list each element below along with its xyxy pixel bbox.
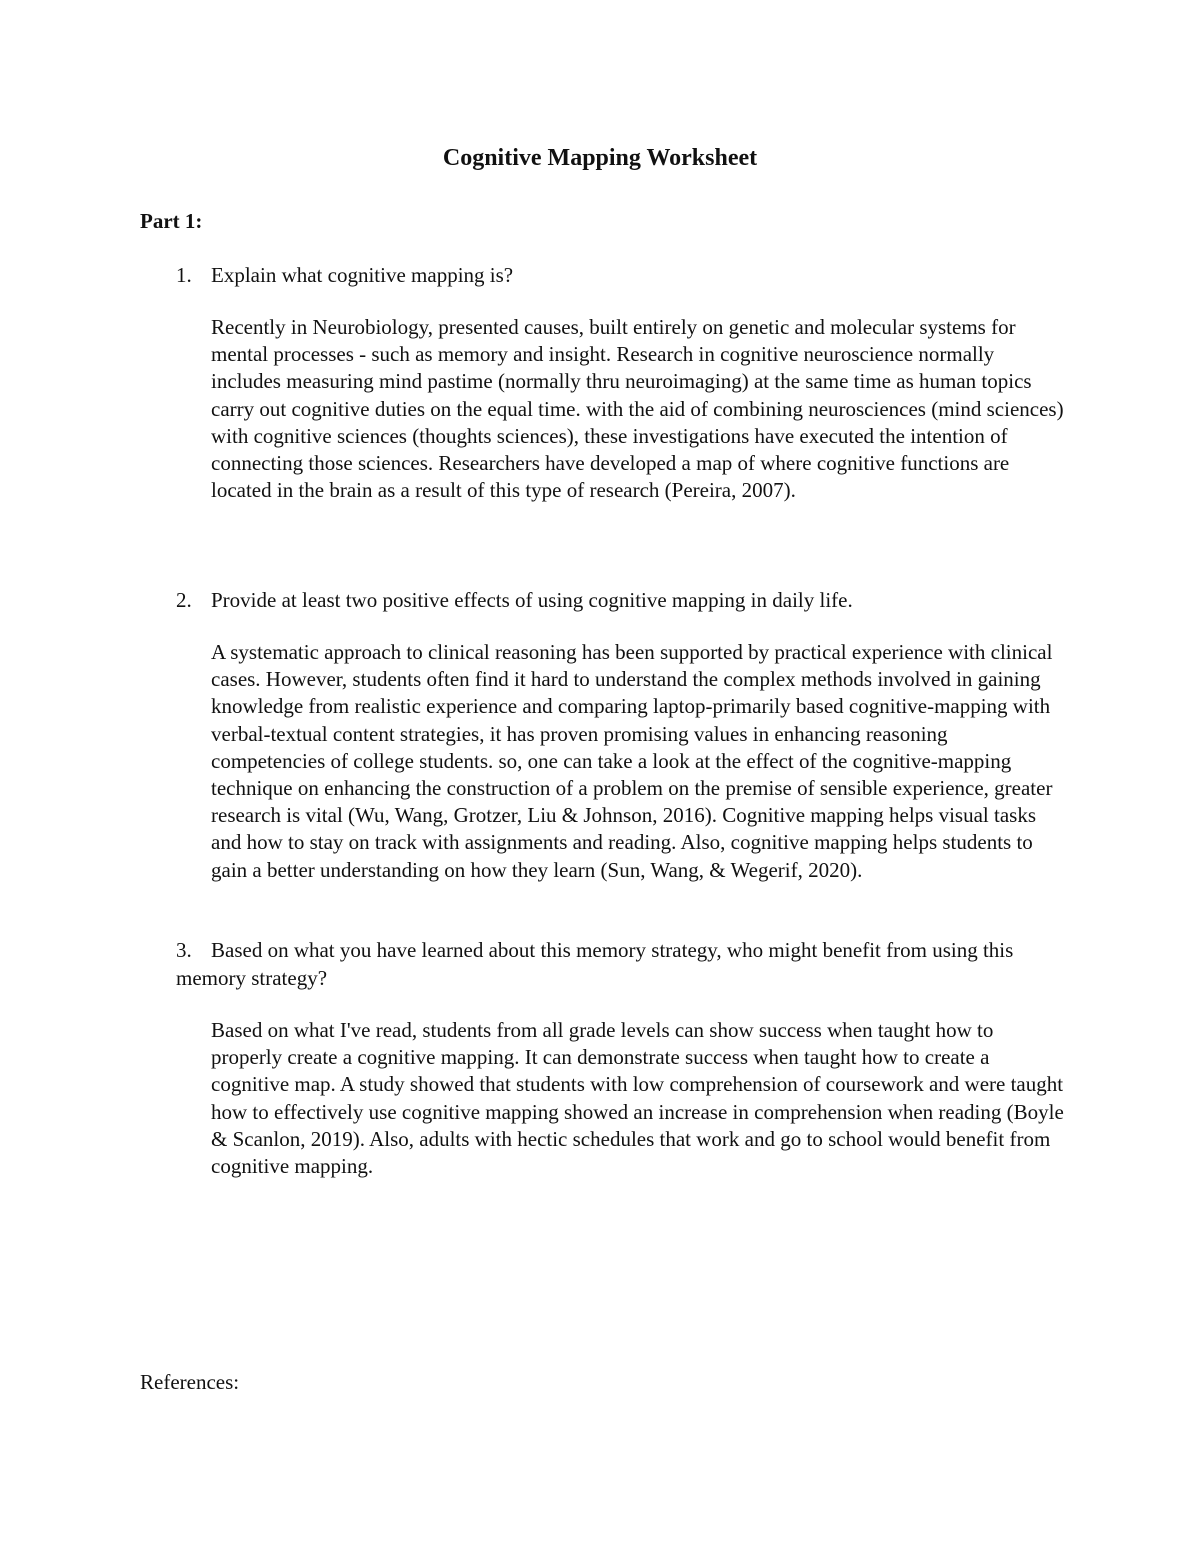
answer-3-text: Based on what I've read, students from all grade levels can show success when taught how to properly create a cognitive mapping. It can demonstrate success when taught how to create a cognitive map. A study showed that students with low comprehension of coursework and were taught how to effectively use cognitive mapping showed an increase in comprehension when reading (Boyle & Scanlon, 2019). Also, adults with hectic schedules that work and go to school would benefit from cognitive mapping. bbox=[211, 1018, 1064, 1179]
part-heading: Part 1: bbox=[140, 209, 203, 233]
answer-1-text: Recently in Neurobiology, presented causes, built entirely on genetic and molecular systems for mental processes - such as memory and insight. Research in cognitive neuroscience normally includes measuring mind pastime (normally thru neuroimaging) at the same time as human topics carry out cognitive duties on the equal time. with the aid of combining neurosciences (mind sciences) with cognitive sciences (thoughts sciences), these investigations have executed the intention of connecting those sciences. Researchers have developed a map of where cognitive functions are located in the brain as a result of this type of research (Pereira, 2007). bbox=[211, 315, 1064, 503]
question-3-number: 3. bbox=[176, 938, 192, 962]
document-title: Cognitive Mapping Worksheet bbox=[442, 145, 758, 171]
references-heading: References: bbox=[140, 1370, 240, 1394]
answer-2-text: A systematic approach to clinical reasoning has been supported by practical experience with clinical cases. However, students often find it hard to understand the complex methods involved in gaining knowledge from realistic experience and comparing laptop-primarily based cognitive-mapping with verbal-textual content strategies, it has proven promising values in enhancing reasoning competencies of college students. so, one can take a look at the effect of the cognitive-mapping technique on enhancing the construction of a problem on the premise of sensible experience, greater research is vital (Wu, Wang, Grotzer, Liu & Johnson, 2016). Cognitive mapping helps visual tasks and how to stay on track with assignments and reading. Also, cognitive mapping helps students to gain a better understanding on how they learn (Sun, Wang, & Wegerif, 2020). bbox=[211, 640, 1053, 882]
question-2-text: Provide at least two positive effects of using cognitive mapping in daily life. bbox=[211, 588, 853, 612]
question-2-number: 2. bbox=[176, 588, 192, 612]
question-1-text: Explain what cognitive mapping is? bbox=[211, 263, 514, 287]
question-3 bbox=[176, 936, 1076, 992]
question-3-text: Based on what you have learned about this memory strategy, who might benefit from using this memory strategy? bbox=[176, 938, 1014, 990]
question-1-number: 1. bbox=[176, 263, 192, 287]
